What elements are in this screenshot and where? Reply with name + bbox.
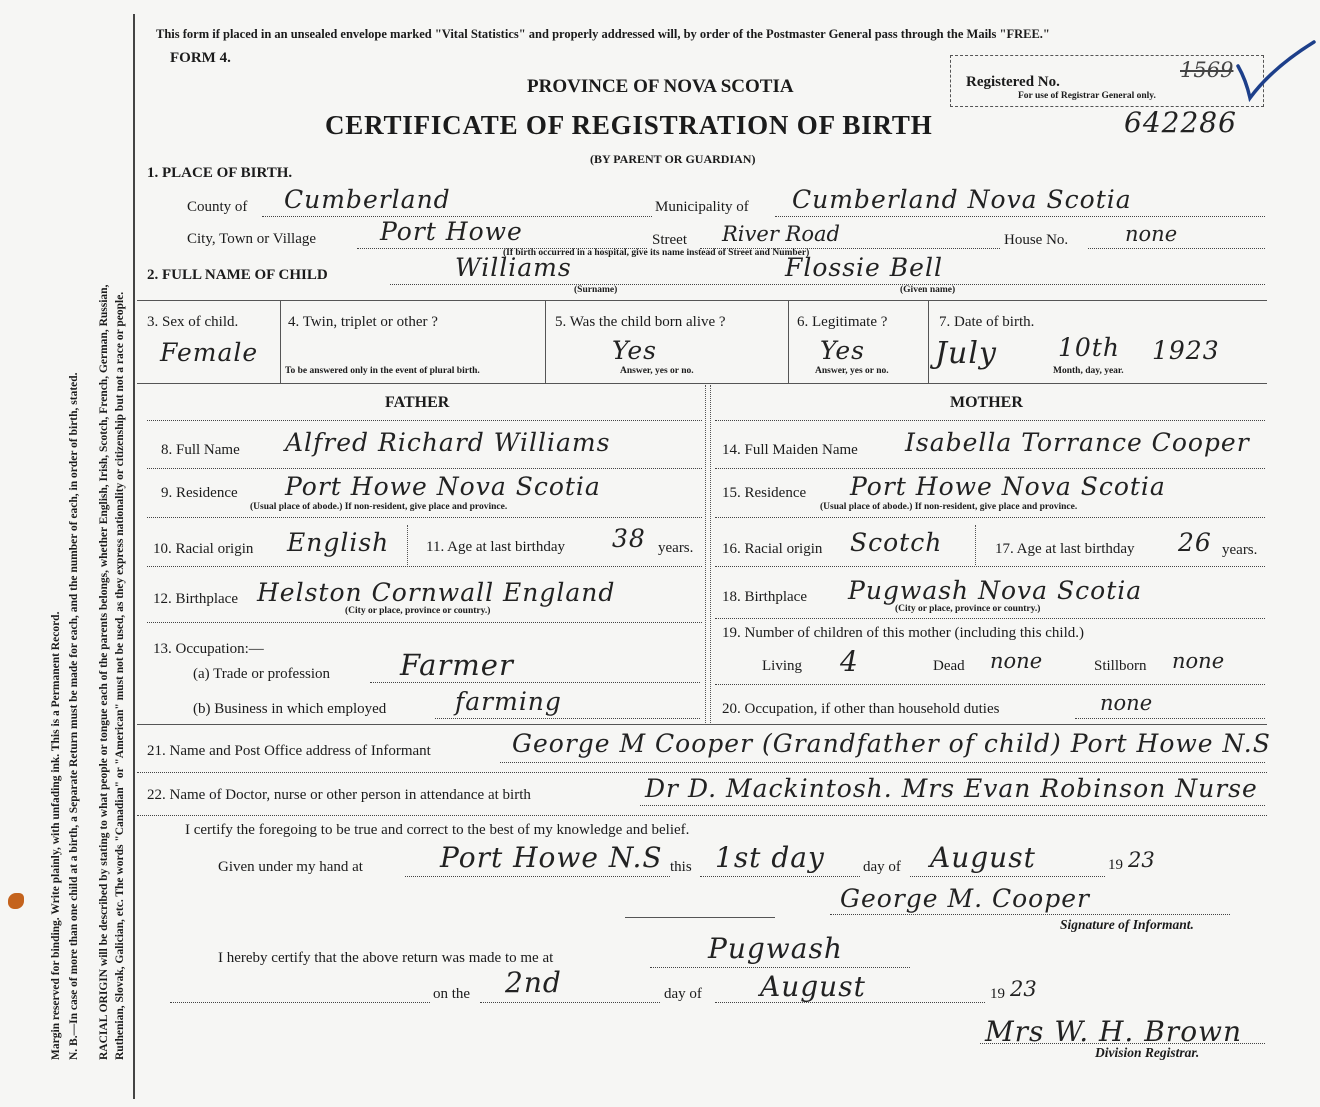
children-count-label: 19. Number of children of this mother (including this child.) (722, 625, 1085, 641)
mother-birthplace-caption: (City or place, province or country.) (895, 604, 1041, 614)
twin-label: 4. Twin, triplet or other ? (288, 314, 438, 330)
county-value: Cumberland (284, 185, 451, 214)
trade-rule (370, 682, 700, 683)
father-rule-1 (147, 468, 702, 469)
mother-occupation-value: none (1100, 691, 1153, 715)
registrar-lead-rule (170, 1002, 430, 1003)
section-rule-parents (137, 383, 1267, 384)
checkmark-icon (1232, 36, 1318, 104)
surname-caption: (Surname) (574, 285, 618, 295)
registered-number-label: Registered No. (966, 74, 1060, 90)
dob-month: July (935, 336, 997, 371)
given-place: Port Howe N.S (440, 841, 663, 874)
twin-note: To be answered only in the event of plural birth. (285, 366, 480, 376)
margin-note-binding: Margin reserved for binding. Write plainly, with unfading ink. This is a Permanent Record. (50, 611, 62, 1060)
father-name-label: 8. Full Name (161, 442, 240, 458)
father-birthplace-caption: (City or place, province or country.) (345, 606, 491, 616)
parents-divider-b (710, 385, 711, 723)
informant-label: 21. Name and Post Office address of Informant (147, 743, 431, 759)
place-of-birth-heading: 1. PLACE OF BIRTH. (147, 165, 293, 181)
registrar-signature-rule (980, 1043, 1265, 1044)
informant-rule (500, 762, 1265, 763)
father-name: Alfred Richard Williams (285, 428, 611, 457)
mother-age: 26 (1178, 528, 1212, 557)
given-day: 1st day (715, 841, 825, 874)
given-year-prefix: 19 (1108, 857, 1123, 873)
business-label: (b) Business in which employed (193, 701, 387, 717)
hospital-note: (If birth occurred in a hospital, give its name instead of Street and Number) (503, 248, 810, 258)
stillborn-value: none (1172, 649, 1225, 673)
mother-residence-label: 15. Residence (722, 485, 807, 501)
margin-stain (8, 893, 24, 909)
registrar-caption: Division Registrar. (1095, 1045, 1200, 1060)
dead-value: none (990, 649, 1043, 673)
mother-age-divider (975, 525, 976, 565)
father-residence-caption: (Usual place of abode.) If non-resident, give place and province. (250, 502, 508, 512)
alive-caption: Answer, yes or no. (620, 366, 694, 376)
father-birthplace: Helston Cornwall England (257, 578, 616, 607)
mother-occupation-label: 20. Occupation, if other than household duties (722, 701, 1000, 717)
certificate-title: CERTIFICATE OF REGISTRATION OF BIRTH (325, 110, 933, 140)
column-rule-3 (788, 301, 789, 383)
mother-rule-5 (715, 684, 1265, 685)
dead-label: Dead (933, 658, 965, 674)
father-age: 38 (612, 524, 646, 553)
informant-separator (137, 772, 1267, 773)
registrar-year-prefix: 19 (990, 986, 1005, 1002)
living-value: 4 (840, 645, 859, 678)
mother-occupation-rule (1075, 718, 1265, 719)
legitimate-caption: Answer, yes or no. (815, 366, 889, 376)
informant-value: George M Cooper (Grandfather of child) Port Howe N.S (512, 729, 1271, 758)
registrar-month: August (760, 970, 866, 1003)
registrar-month-rule (715, 1002, 985, 1003)
city-label: City, Town or Village (187, 231, 317, 247)
child-name-label: 2. FULL NAME OF CHILD (147, 267, 328, 283)
this-label: this (670, 859, 692, 875)
father-racial: English (287, 528, 390, 557)
father-rule-3 (147, 566, 702, 567)
father-years: years. (658, 540, 694, 556)
municipality-label: Municipality of (655, 199, 749, 215)
registered-number-value: 1569 (1180, 58, 1234, 82)
child-surname: Williams (455, 253, 572, 282)
father-heading: FATHER (385, 394, 450, 411)
sex-label: 3. Sex of child. (147, 314, 239, 330)
signature-separator (625, 917, 775, 918)
province-heading: PROVINCE OF NOVA SCOTIA (527, 76, 794, 97)
father-age-divider (407, 525, 408, 565)
trade-value: Farmer (400, 648, 514, 682)
certificate-number: 642286 (1124, 106, 1237, 139)
mother-rule-3 (715, 566, 1265, 567)
registrar-day-rule (480, 1002, 660, 1003)
given-day-rule (700, 876, 860, 877)
column-rule-2 (545, 301, 546, 383)
sex-value: Female (160, 338, 259, 367)
registrar-statement: I hereby certify that the above return was made to me at (218, 950, 554, 966)
mother-racial-label: 16. Racial origin (722, 541, 823, 557)
legitimate-label: 6. Legitimate ? (797, 314, 888, 330)
parents-divider-a (705, 385, 706, 723)
child-name-rule (390, 284, 1265, 285)
mother-rule-4 (715, 618, 1265, 619)
father-rule-4 (147, 622, 702, 623)
form-number: FORM 4. (170, 50, 231, 66)
father-birthplace-label: 12. Birthplace (153, 591, 238, 607)
given-under-label: Given under my hand at (218, 859, 363, 875)
certificate-subtitle: (BY PARENT OR GUARDIAN) (590, 152, 756, 166)
mother-age-label: 17. Age at last birthday (995, 541, 1135, 557)
informant-signature-rule (830, 914, 1230, 915)
margin-note-racial-origin: RACIAL ORIGIN will be described by stating to what people or tongue each of the parents belongs, whether English, Irish, Scotch, French, German, Russian, (98, 284, 110, 1060)
mother-rule-2 (715, 517, 1265, 518)
mail-notice: This form if placed in an unsealed envelope marked "Vital Statistics" and properly addressed will, by order of the Postmaster General pass through the Mails "FREE." (156, 27, 1050, 41)
registered-number-note: For use of Registrar General only. (1018, 91, 1156, 101)
father-rule-2 (147, 517, 702, 518)
stillborn-label: Stillborn (1094, 658, 1147, 674)
legitimate-value: Yes (820, 336, 865, 365)
street-value: River Road (722, 222, 840, 246)
mother-rule-1 (715, 468, 1265, 469)
registrar-day: 2nd (505, 966, 562, 999)
registrar-day-of-label: day of (664, 986, 702, 1002)
dob-caption: Month, day, year. (1053, 366, 1124, 376)
alive-value: Yes (612, 336, 657, 365)
mother-heading: MOTHER (950, 394, 1023, 411)
mother-rule-0 (715, 420, 1265, 421)
living-label: Living (762, 658, 802, 674)
attendant-value: Dr D. Mackintosh. Mrs Evan Robinson Nurse (645, 774, 1258, 803)
column-rule-4 (928, 301, 929, 383)
father-residence-label: 9. Residence (161, 485, 238, 501)
given-month: August (930, 841, 1036, 874)
attendant-label: 22. Name of Doctor, nurse or other person in attendance at birth (147, 787, 531, 803)
father-rule-0 (147, 420, 702, 421)
given-place-rule (405, 876, 670, 877)
margin-note-racial-origin-cont: Ruthenian, Slovak, Galician, etc. The words "Canadian" or "American" must not be used, as they express nationality or citizenship but not a race or people. (114, 291, 126, 1060)
given-month-rule (910, 876, 1105, 877)
business-value: farming (455, 687, 562, 716)
given-name-caption: (Given name) (900, 285, 956, 295)
mother-birthplace: Pugwash Nova Scotia (848, 576, 1143, 605)
date-of-birth-label: 7. Date of birth. (939, 314, 1035, 330)
attendant-separator (137, 815, 1267, 816)
mother-residence-caption: (Usual place of abode.) If non-resident, give place and province. (820, 502, 1078, 512)
attendant-rule (640, 805, 1265, 806)
dob-year: 1923 (1152, 336, 1220, 365)
informant-signature: George M. Cooper (840, 884, 1090, 913)
mother-racial: Scotch (850, 528, 943, 557)
given-day-of-label: day of (863, 859, 901, 875)
registrar-place: Pugwash (708, 932, 843, 965)
father-racial-label: 10. Racial origin (153, 541, 254, 557)
county-label: County of (187, 199, 248, 215)
trade-label: (a) Trade or profession (193, 666, 331, 682)
mother-name-label: 14. Full Maiden Name (722, 442, 858, 458)
house-number-label: House No. (1004, 232, 1069, 248)
mother-years: years. (1222, 542, 1258, 558)
mother-name: Isabella Torrance Cooper (905, 428, 1250, 457)
section-rule-top (137, 300, 1267, 301)
registrar-place-rule (650, 967, 910, 968)
registrar-signature: Mrs W. H. Brown (985, 1015, 1243, 1048)
child-given-name: Flossie Bell (785, 253, 943, 282)
city-value: Port Howe (380, 217, 523, 246)
mother-residence: Port Howe Nova Scotia (850, 472, 1166, 501)
house-rule (1088, 248, 1265, 249)
occupation-heading: 13. Occupation:— (153, 641, 264, 657)
mother-birthplace-label: 18. Birthplace (722, 589, 807, 605)
given-year: 23 (1128, 848, 1155, 872)
informant-signature-caption: Signature of Informant. (1060, 917, 1194, 932)
certify-statement: I certify the foregoing to be true and correct to the best of my knowledge and belief. (185, 822, 690, 838)
dob-day: 10th (1058, 333, 1120, 362)
street-label: Street (652, 232, 687, 248)
registrar-on-label: on the (433, 986, 471, 1002)
binding-margin-rule (133, 14, 135, 1099)
column-rule-1 (280, 301, 281, 383)
alive-label: 5. Was the child born alive ? (555, 314, 726, 330)
business-rule (435, 718, 700, 719)
house-number-value: none (1125, 222, 1178, 246)
father-age-label: 11. Age at last birthday (426, 539, 565, 555)
municipality-value: Cumberland Nova Scotia (792, 185, 1132, 214)
municipality-rule (775, 216, 1265, 217)
section-rule-informant (137, 724, 1267, 725)
registrar-year: 23 (1010, 977, 1037, 1001)
margin-note-multiple-birth: N. B.—In case of more than one child at a birth, a Separate Return must be made for each, and the number of each, in order of birth, stated. (68, 372, 80, 1060)
father-residence: Port Howe Nova Scotia (285, 472, 601, 501)
